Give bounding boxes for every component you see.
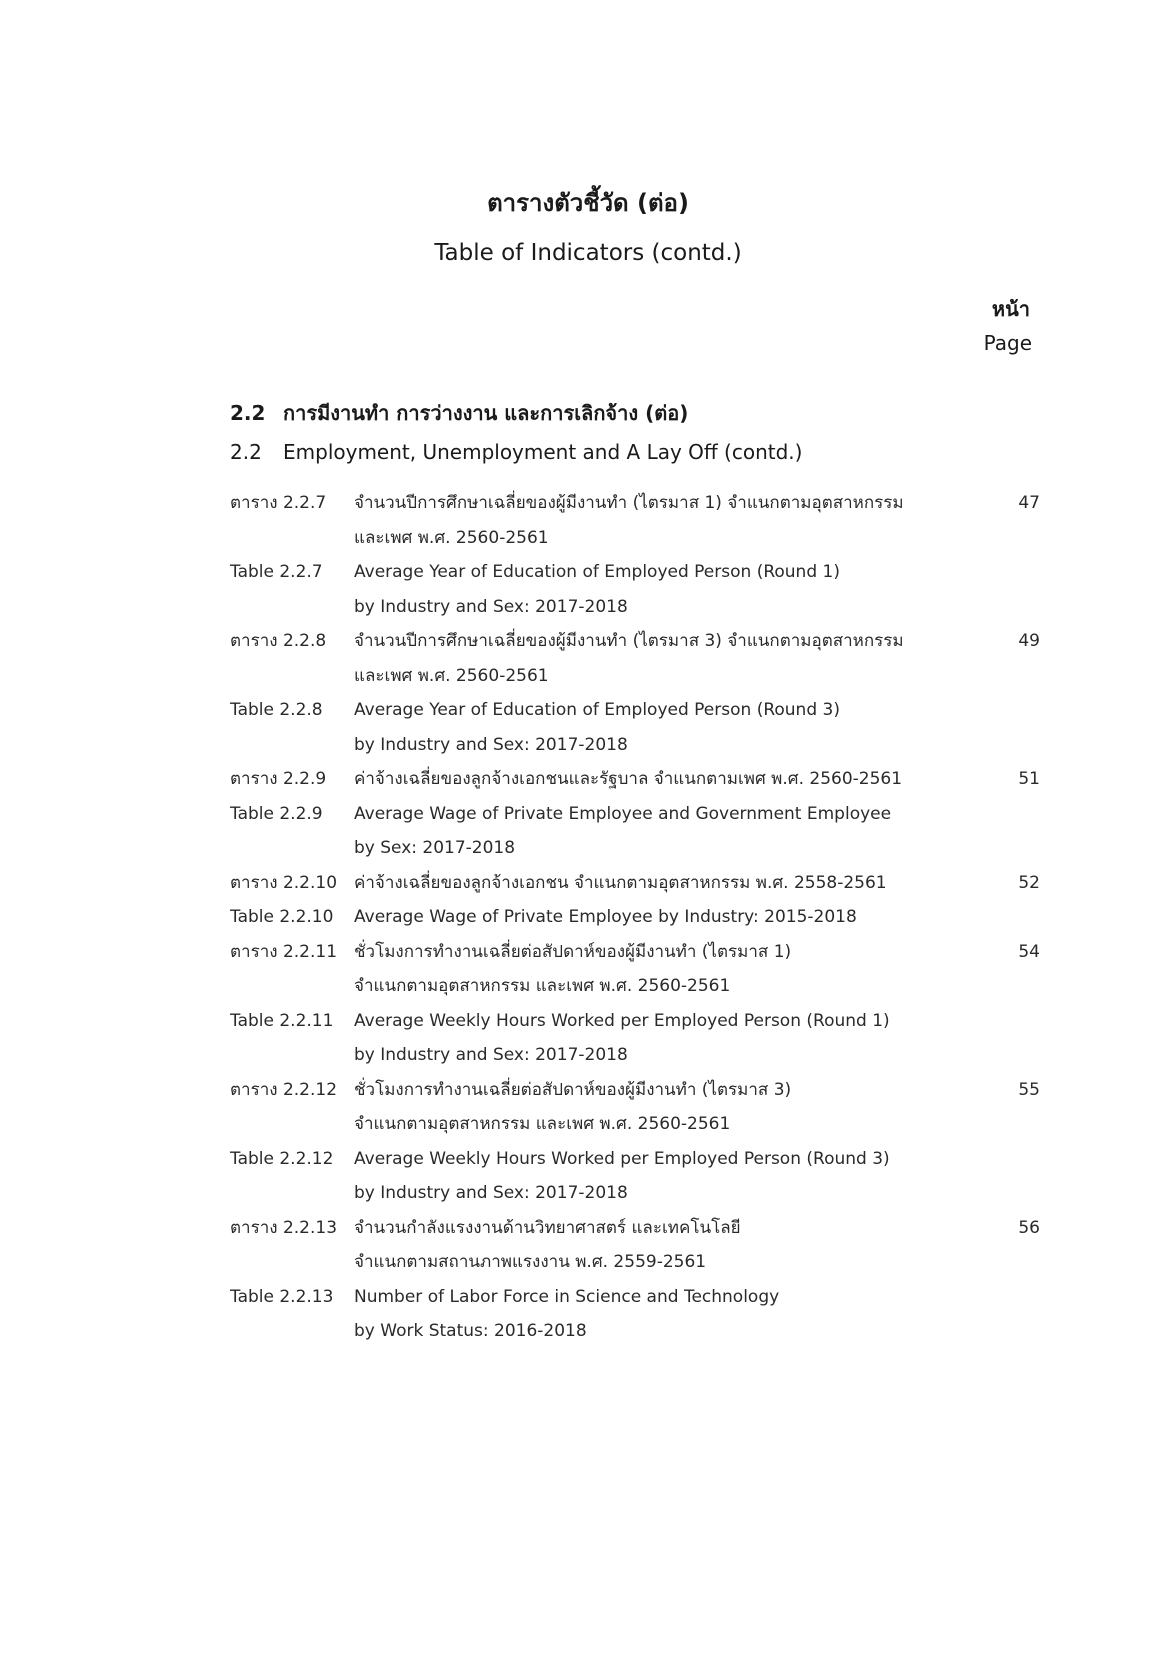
table-caption: [354, 866, 1000, 901]
table-caption: [354, 1280, 1000, 1349]
list-item: [230, 1073, 1040, 1142]
caption-line: จำแนกตามอุตสาหกรรม และเพศ พ.ศ. 2560-2561: [354, 976, 731, 996]
title-thai: ตารางตัวชี้วัด (ต่อ): [487, 189, 689, 217]
table-number: ตาราง 2.2.9: [230, 769, 327, 789]
caption-line: ชั่วโมงการทำงานเฉลี่ยต่อสัปดาห์ของผู้มีงานทำ (ไตรมาส 1): [354, 941, 792, 962]
table-of-indicators-list: [230, 486, 1040, 1349]
table-number: Table 2.2.9: [230, 803, 323, 824]
table-number: ตาราง 2.2.7: [230, 493, 327, 513]
caption-line: ชั่วโมงการทำงานเฉลี่ยต่อสัปดาห์ของผู้มีงานทำ (ไตรมาส 3): [354, 1079, 792, 1100]
page-column-header-thai: หน้า: [991, 297, 1030, 321]
table-caption: [354, 1211, 1000, 1280]
page-column-header-english: Page: [983, 331, 1032, 355]
table-caption: [354, 797, 1000, 866]
page-number: 54: [1018, 941, 1040, 962]
list-item: [230, 624, 1040, 693]
section-heading-english: [230, 440, 802, 464]
caption-line: Average Wage of Private Employee and Government Employee: [354, 803, 892, 824]
caption-line: จำนวนปีการศึกษาเฉลี่ยของผู้มีงานทำ (ไตรมาส 1) จำแนกตามอุตสาหกรรม: [354, 493, 904, 513]
caption-line: Average Weekly Hours Worked per Employed Person (Round 1): [354, 1010, 890, 1031]
table-caption: [354, 900, 1000, 935]
caption-line: by Industry and Sex: 2017-2018: [354, 1183, 628, 1203]
table-number: ตาราง 2.2.13: [230, 1217, 338, 1238]
caption-line: by Sex: 2017-2018: [354, 838, 516, 858]
caption-line: จำแนกตามอุตสาหกรรม และเพศ พ.ศ. 2560-2561: [354, 1114, 731, 1134]
table-caption: [354, 624, 1000, 693]
page-number: 52: [1018, 872, 1040, 893]
table-caption: [354, 1004, 1000, 1073]
table-caption: [354, 693, 1000, 762]
section-number: 2.2: [230, 401, 266, 425]
table-number: Table 2.2.10: [230, 907, 334, 927]
list-item: [230, 797, 1040, 866]
list-item: [230, 1142, 1040, 1211]
caption-line: จำนวนปีการศึกษาเฉลี่ยของผู้มีงานทำ (ไตรมาส 3) จำแนกตามอุตสาหกรรม: [354, 631, 904, 651]
section-heading-thai: [230, 397, 688, 429]
list-item: [230, 555, 1040, 624]
caption-line: by Work Status: 2016-2018: [354, 1321, 587, 1341]
caption-line: by Industry and Sex: 2017-2018: [354, 734, 628, 755]
list-item: [230, 693, 1040, 762]
section-title: การมีงานทำ การว่างงาน และการเลิกจ้าง (ต่อ): [283, 401, 689, 425]
table-number: Table 2.2.7: [230, 562, 323, 582]
table-number: ตาราง 2.2.8: [230, 631, 327, 651]
page-number: 51: [1018, 769, 1040, 789]
list-item: [230, 762, 1040, 797]
caption-line: ค่าจ้างเฉลี่ยของลูกจ้างเอกชน จำแนกตามอุตสาหกรรม พ.ศ. 2558-2561: [354, 872, 887, 893]
caption-line: by Industry and Sex: 2017-2018: [354, 596, 628, 617]
title-english: Table of Indicators (contd.): [434, 240, 742, 266]
table-caption: [354, 486, 1000, 555]
table-number: Table 2.2.8: [230, 700, 323, 720]
list-item: [230, 900, 1040, 935]
table-caption: [354, 555, 1000, 624]
caption-line: และเพศ พ.ศ. 2560-2561: [354, 527, 549, 548]
section-title: Employment, Unemployment and A Lay Off (contd.): [283, 440, 803, 464]
list-item: [230, 486, 1040, 555]
page-number: 47: [1018, 493, 1040, 513]
table-caption: [354, 1073, 1000, 1142]
table-caption: [354, 1142, 1000, 1211]
caption-line: จำนวนกำลังแรงงานด้านวิทยาศาสตร์ และเทคโนโลยี: [354, 1217, 741, 1238]
list-item: [230, 1004, 1040, 1073]
caption-line: และเพศ พ.ศ. 2560-2561: [354, 665, 549, 686]
table-number: ตาราง 2.2.12: [230, 1079, 338, 1100]
table-number: ตาราง 2.2.11: [230, 941, 338, 962]
caption-line: by Industry and Sex: 2017-2018: [354, 1045, 628, 1065]
table-number: ตาราง 2.2.10: [230, 872, 338, 893]
caption-line: จำแนกตามสถานภาพแรงงาน พ.ศ. 2559-2561: [354, 1252, 707, 1272]
caption-line: Number of Labor Force in Science and Technology: [354, 1286, 780, 1307]
table-number: Table 2.2.13: [230, 1286, 334, 1307]
caption-line: Average Weekly Hours Worked per Employed Person (Round 3): [354, 1148, 890, 1169]
page-number: 56: [1018, 1217, 1040, 1238]
page-number: 55: [1018, 1079, 1040, 1100]
list-item: [230, 935, 1040, 1004]
table-caption: [354, 762, 1000, 797]
page-number: 49: [1018, 631, 1040, 651]
section-number: 2.2: [230, 440, 262, 464]
table-caption: [354, 935, 1000, 1004]
table-number: Table 2.2.11: [230, 1010, 334, 1031]
caption-line: ค่าจ้างเฉลี่ยของลูกจ้างเอกชนและรัฐบาล จำแนกตามเพศ พ.ศ. 2560-2561: [354, 769, 903, 789]
caption-line: Average Year of Education of Employed Person (Round 1): [354, 562, 840, 582]
caption-line: Average Year of Education of Employed Person (Round 3): [354, 700, 840, 720]
table-number: Table 2.2.12: [230, 1148, 334, 1169]
list-item: [230, 1211, 1040, 1280]
list-item: [230, 866, 1040, 901]
list-item: [230, 1280, 1040, 1349]
caption-line: Average Wage of Private Employee by Industry: 2015-2018: [354, 907, 857, 927]
